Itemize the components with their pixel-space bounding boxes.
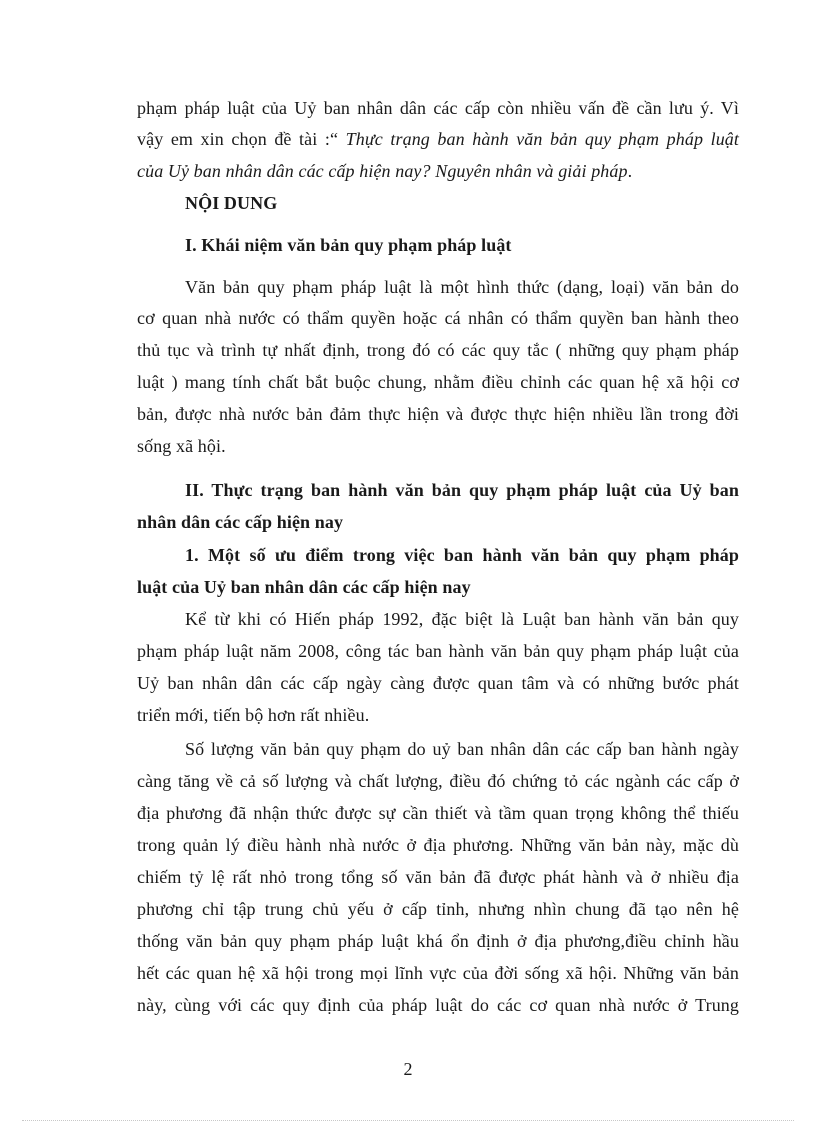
section-1-line: sống xã hội. [137, 436, 226, 456]
paragraph-2-line: này, cùng với các quy định của pháp luật do các cơ quan nhà nước ở Trung [137, 995, 739, 1015]
page-break-line [22, 1120, 794, 1121]
paragraph-2-line: phương chỉ tập trung chủ yếu ở cấp tỉnh, nhưng nhìn chung đã tạo nên hệ [137, 899, 739, 919]
section-1-line: Văn bản quy phạm pháp luật là một hình thức (dạng, loại) văn bản do [185, 277, 739, 297]
subsection-1-heading-line-1: 1. Một số ưu điểm trong việc ban hành văn bản quy phạm pháp [185, 545, 739, 565]
content-heading: NỘI DUNG [185, 193, 278, 213]
topic-title-italic-1: Thực trạng ban hành văn bản quy phạm pháp luật [345, 129, 739, 149]
paragraph-2-line: trong quản lý điều hành nhà nước ở địa phương. Những văn bản này, mặc dù [137, 835, 739, 855]
section-1-line: luật ) mang tính chất bắt buộc chung, nhằm điều chỉnh các quan hệ xã hội cơ [137, 372, 739, 392]
paragraph-1-line: phạm pháp luật năm 2008, công tác ban hành văn bản quy phạm pháp luật của [137, 641, 739, 661]
paragraph-2-line: chiếm tỷ lệ rất nhỏ trong tổng số văn bản đã được phát hành và ở nhiều địa [137, 867, 739, 887]
paragraph-2-line: càng tăng về cả số lượng và chất lượng, điều đó chứng tỏ các ngành các cấp ở [137, 771, 739, 791]
subsection-1-heading-line-2: luật của Uỷ ban nhân dân các cấp hiện nay [137, 577, 471, 597]
section-1-line: bản, được nhà nước bản đảm thực hiện và được thực hiện nhiều lần trong đời [137, 404, 739, 424]
paragraph-1-line: triển mới, tiến bộ hơn rất nhiều. [137, 705, 370, 725]
intro-line-2-plain: vậy em xin chọn đề tài :“ [137, 129, 346, 149]
paragraph-2-line: hết các quan hệ xã hội trong mọi lĩnh vực của đời sống xã hội. Những văn bản [137, 963, 739, 983]
intro-line-3 [137, 160, 632, 182]
topic-title-italic-2: của Uỷ ban nhân dân các cấp hiện nay? Nguyên nhân và giải pháp [137, 161, 628, 181]
section-1-line: thủ tục và trình tự nhất định, trong đó có các quy tắc ( những quy phạm pháp [137, 340, 739, 360]
section-2-heading-line-2: nhân dân các cấp hiện nay [137, 512, 344, 532]
paragraph-1-line: Kể từ khi có Hiến pháp 1992, đặc biệt là Luật ban hành văn bản quy [185, 609, 739, 629]
section-2-heading-line-1: II. Thực trạng ban hành văn bản quy phạm pháp luật của Uỷ ban [185, 480, 739, 500]
paragraph-2-line: Số lượng văn bản quy phạm do uỷ ban nhân dân các cấp ban hành ngày [185, 739, 739, 759]
paragraph-2-line: địa phương đã nhận thức được sự cần thiết và tầm quan trọng không thể thiếu [137, 803, 739, 823]
paragraph-1-line: Uỷ ban nhân dân các cấp ngày càng được quan tâm và có những bước phát [137, 673, 739, 693]
intro-line-3-end: . [627, 161, 633, 181]
page-number: 2 [403, 1059, 413, 1079]
section-1-line: cơ quan nhà nước có thẩm quyền hoặc cá nhân có thẩm quyền ban hành theo [137, 308, 739, 328]
intro-line-1: phạm pháp luật của Uỷ ban nhân dân các cấp còn nhiều vấn đề cần lưu ý. Vì [137, 98, 739, 118]
section-1-heading: I. Khái niệm văn bản quy phạm pháp luật [185, 235, 512, 255]
intro-line-2 [137, 128, 739, 150]
paragraph-2-line: thống văn bản quy phạm pháp luật khá ổn định ở địa phương,điều chỉnh hầu [137, 931, 739, 951]
